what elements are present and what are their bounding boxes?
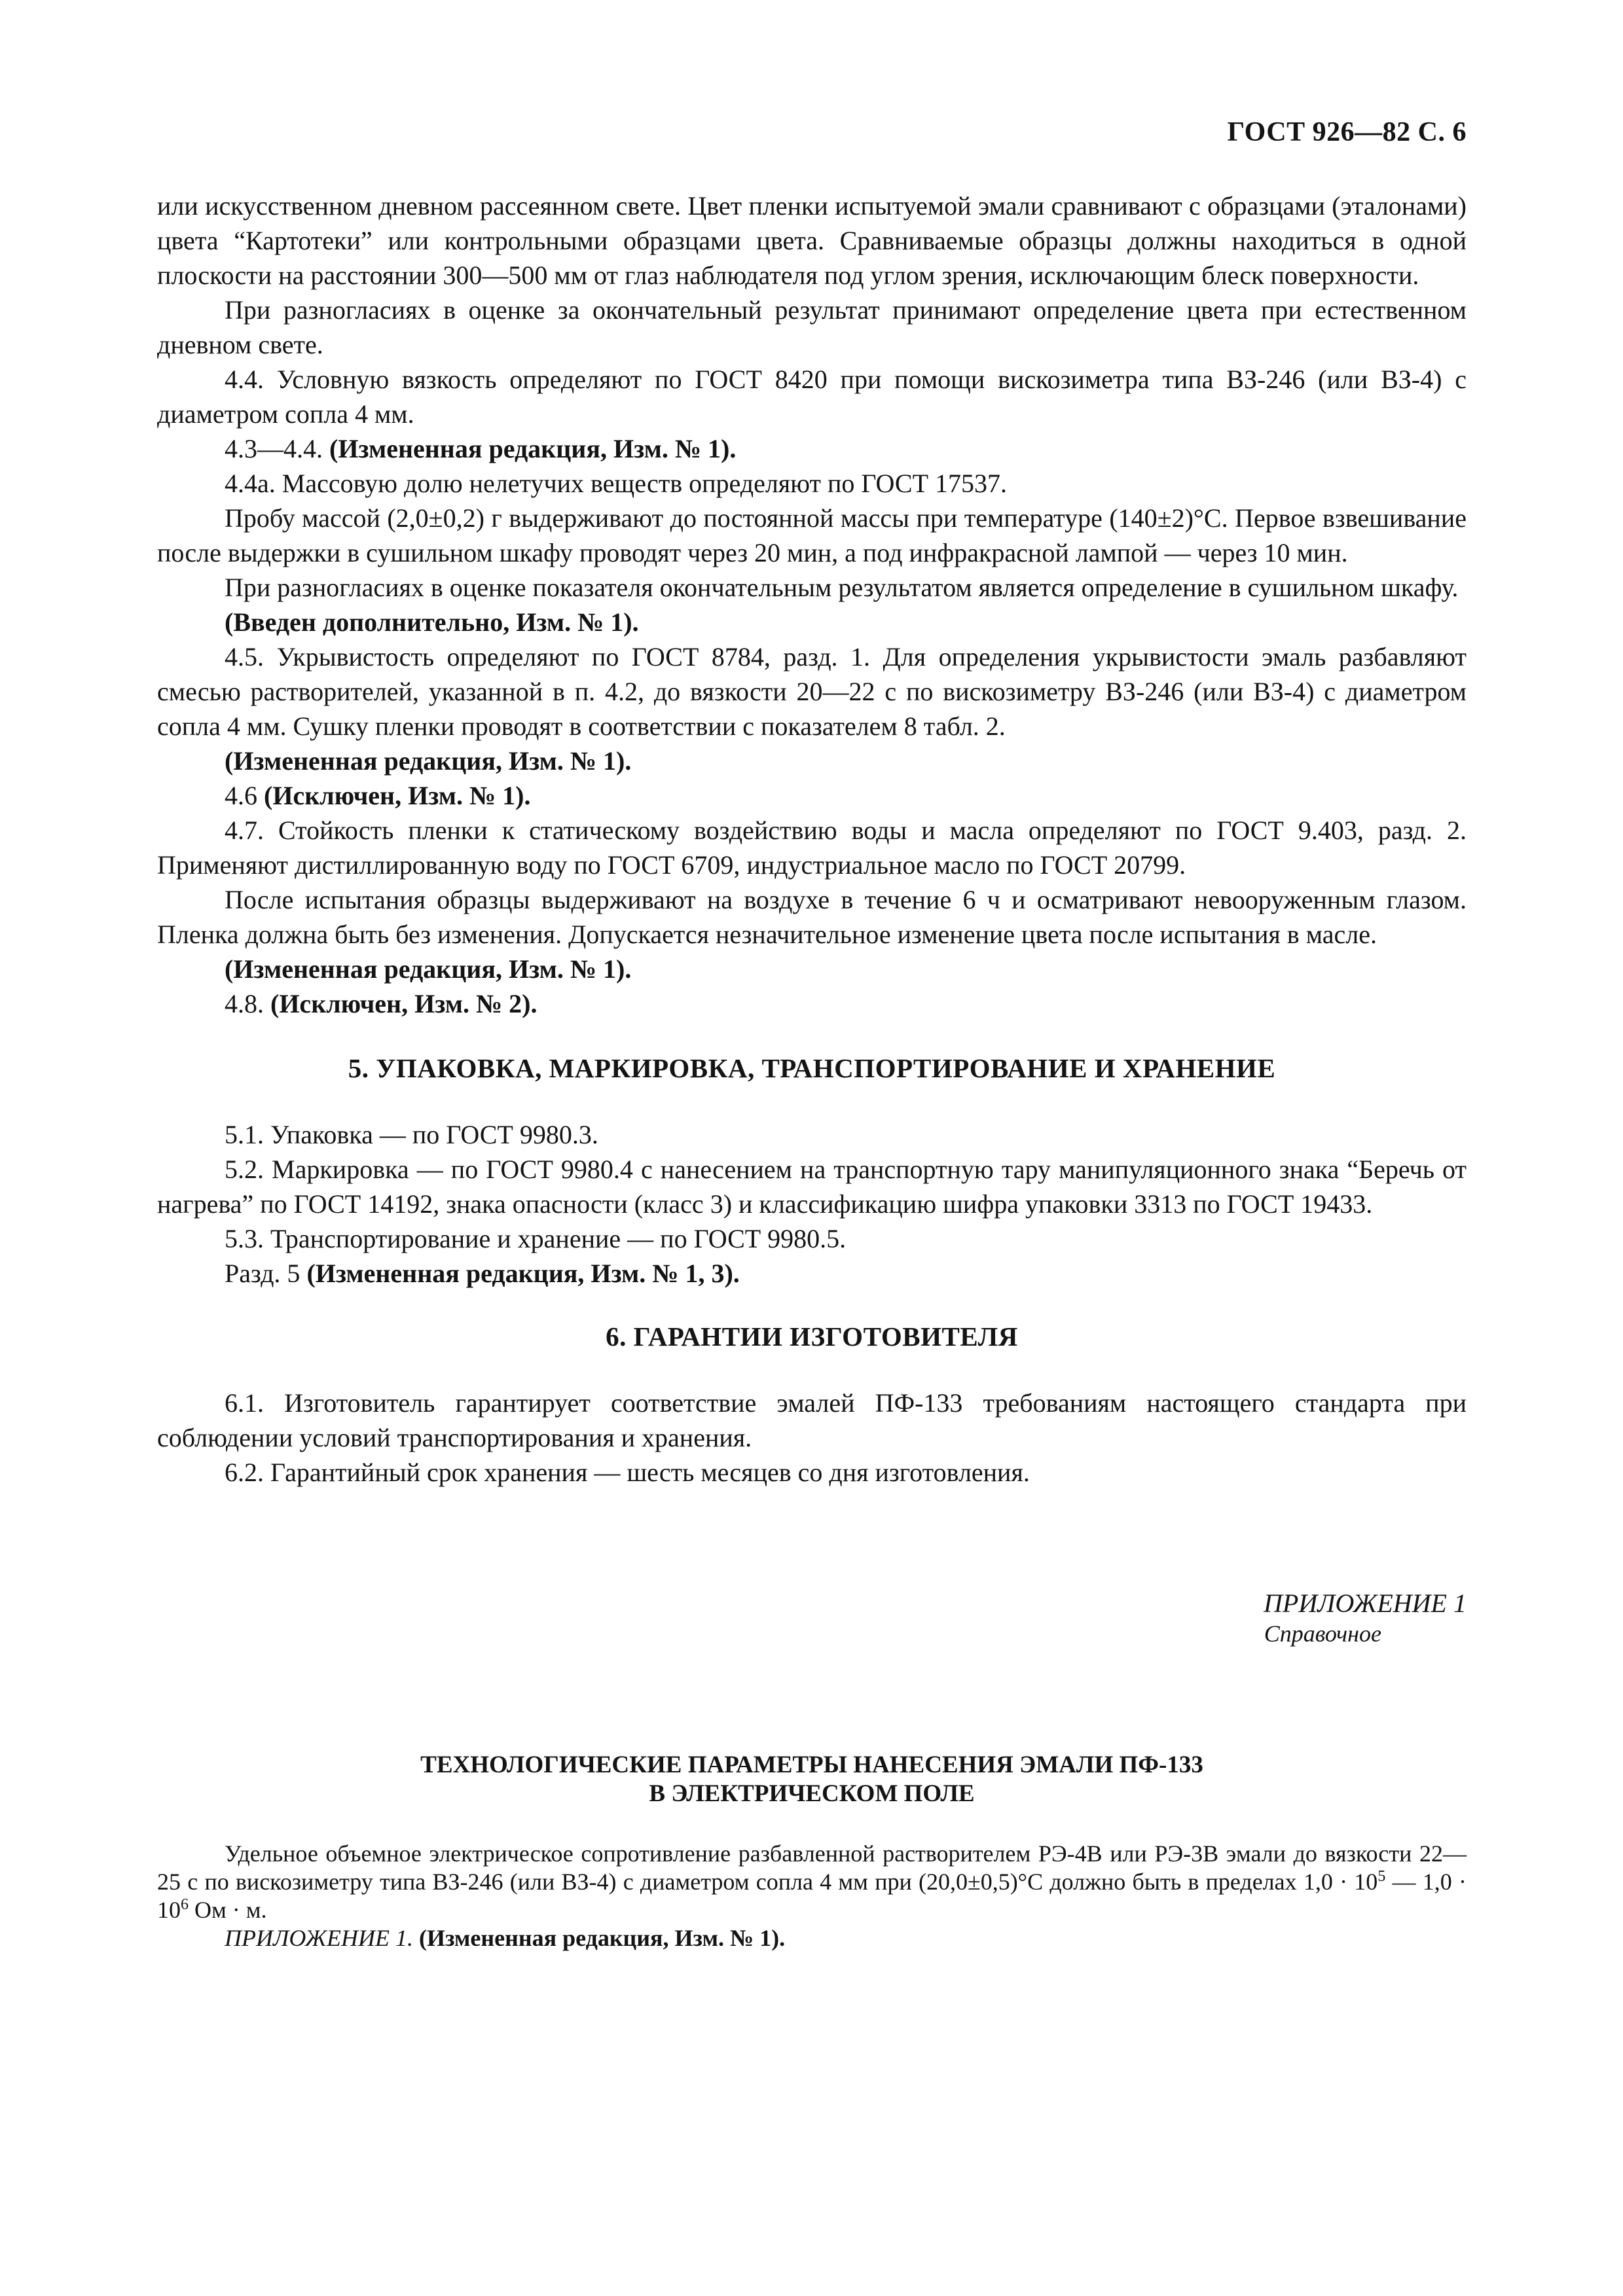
amendment-text: (Исключен, Изм. № 1). <box>264 781 531 810</box>
clause-5-2: 5.2. Маркировка — по ГОСТ 9980.4 с нанесением на транспортную тару манипуляционного знака “Беречь от нагрева” по ГОСТ 14192, знака опасности (класс 3) и классификацию шифра упаковки 3313 по ГОСТ 19433. <box>157 1155 1467 1219</box>
page-header: ГОСТ 926—82 С. 6 <box>1227 117 1467 147</box>
section-ref: Разд. 5 <box>225 1259 301 1288</box>
paragraph: Пробу массой (2,0±0,2) г выдерживают до постоянной массы при температуре (140±2)°С. Первое взвешивание после выдержки в сушильном шкафу проводят через 20 мин, а под инфракрасной лампой — через 10 мин. <box>157 503 1467 567</box>
document-page <box>157 0 1467 2296</box>
appendix-text-part: — 1,0 · 10 <box>157 1869 1467 1923</box>
appendix-text <box>157 1840 1467 1924</box>
clause-4-5: 4.5. Укрывистость определяют по ГОСТ 8784, разд. 1. Для определения укрывистости эмаль разбавляют смесью растворителей, указанной в п. 4.2, до вязкости 20—22 с по вискозиметру ВЗ-246 (или ВЗ-4) с диаметром сопла 4 мм. Сушку пленки проводят в соответствии с показателем 8 табл. 2. <box>157 642 1467 741</box>
appendix-label-text: ПРИЛОЖЕНИЕ 1 <box>1264 1588 1467 1618</box>
amendment-text: (Измененная редакция, Изм. № 1, 3). <box>306 1259 740 1288</box>
document-body <box>157 188 1467 1952</box>
clause-6-1: 6.1. Изготовитель гарантирует соответствие эмалей ПФ-133 требованиям настоящего стандарта при соблюдении условий транспортирования и хранения. <box>157 1388 1467 1452</box>
amendment-note <box>157 1256 1467 1291</box>
clause-4-8 <box>157 986 1467 1021</box>
amendment-text: (Исключен, Изм. № 2). <box>270 989 538 1018</box>
appendix-ref: ПРИЛОЖЕНИЕ 1. <box>225 1925 413 1951</box>
amendment-note <box>157 431 1467 466</box>
amendment-text: (Измененная редакция, Изм. № 1). <box>329 434 737 463</box>
appendix-title <box>157 1751 1467 1808</box>
amendment-note: (Измененная редакция, Изм. № 1). <box>225 746 632 776</box>
paragraph: или искусственном дневном рассеянном свете. Цвет пленки испытуемой эмали сравнивают с образцами (эталонами) цвета “Картотеки” или контрольными образцами цвета. Сравниваемые образцы должны находиться в одной плоскости на расстоянии 300—500 мм от глаз наблюдателя под углом зрения, исключающим блеск поверхности. <box>157 191 1467 290</box>
amendment-note: (Измененная редакция, Изм. № 1). <box>225 954 632 984</box>
appendix-title-line-2: В ЭЛЕКТРИЧЕСКОМ ПОЛЕ <box>649 1780 975 1807</box>
clause-5-3: 5.3. Транспортирование и хранение — по ГОСТ 9980.5. <box>225 1224 847 1253</box>
appendix-text-part: Удельное объемное электрическое сопротивление разбавленной растворителем РЭ-4В или РЭ-3В эмали до вязкости 22—25 с по вискозиметру типа ВЗ-246 (или ВЗ-4) с диаметром сопла 4 мм при (20,0±0,5)°С должно быть в пределах 1,0 · 10 <box>157 1840 1467 1895</box>
appendix-text-part: Ом · м. <box>189 1897 267 1923</box>
clause-4-4a: 4.4а. Массовую долю нелетучих веществ определяют по ГОСТ 17537. <box>225 469 1008 498</box>
exponent: 6 <box>181 1896 189 1913</box>
appendix-title-line-1: ТЕХНОЛОГИЧЕСКИЕ ПАРАМЕТРЫ НАНЕСЕНИЯ ЭМАЛИ ПФ-133 <box>420 1751 1203 1778</box>
amendment-text: (Измененная редакция, Изм. № 1). <box>418 1925 786 1951</box>
clause-number: 4.8. <box>225 989 264 1018</box>
clause-number: 4.3—4.4. <box>225 434 323 463</box>
clause-5-1: 5.1. Упаковка — по ГОСТ 9980.3. <box>225 1120 598 1149</box>
appendix-label <box>157 1588 1467 1649</box>
clause-4-4: 4.4. Условную вязкость определяют по ГОСТ 8420 при помощи вискозиметра типа ВЗ-246 (или ВЗ-4) с диаметром сопла 4 мм. <box>157 365 1467 429</box>
appendix-sublabel: Справочное <box>1264 1621 1381 1647</box>
clause-4-6 <box>157 778 1467 813</box>
clause-6-2: 6.2. Гарантийный срок хранения — шесть месяцев со дня изготовления. <box>225 1458 1030 1487</box>
appendix-amendment-note <box>157 1924 1467 1952</box>
paragraph: При разногласиях в оценке за окончательный результат принимают определение цвета при естественном дневном свете. <box>157 295 1467 359</box>
section-5-title: 5. УПАКОВКА, МАРКИРОВКА, ТРАНСПОРТИРОВАНИЕ И ХРАНЕНИЕ <box>348 1053 1276 1083</box>
exponent: 5 <box>1377 1868 1386 1885</box>
clause-4-7: 4.7. Стойкость пленки к статическому воздействию воды и масла определяют по ГОСТ 9.403, разд. 2. Применяют дистиллированную воду по ГОСТ 6709, индустриальное масло по ГОСТ 20799. <box>157 816 1467 880</box>
section-6-title: 6. ГАРАНТИИ ИЗГОТОВИТЕЛЯ <box>606 1321 1018 1352</box>
amendment-note: (Введен дополнительно, Изм. № 1). <box>225 607 639 637</box>
clause-number: 4.6 <box>225 781 257 810</box>
paragraph: При разногласиях в оценке показателя окончательным результатом является определение в сушильном шкафу. <box>225 573 1459 602</box>
paragraph: После испытания образцы выдерживают на воздухе в течение 6 ч и осматривают невооруженным глазом. Пленка должна быть без изменения. Допускается незначительное изменение цвета после испытания в масле. <box>157 885 1467 949</box>
